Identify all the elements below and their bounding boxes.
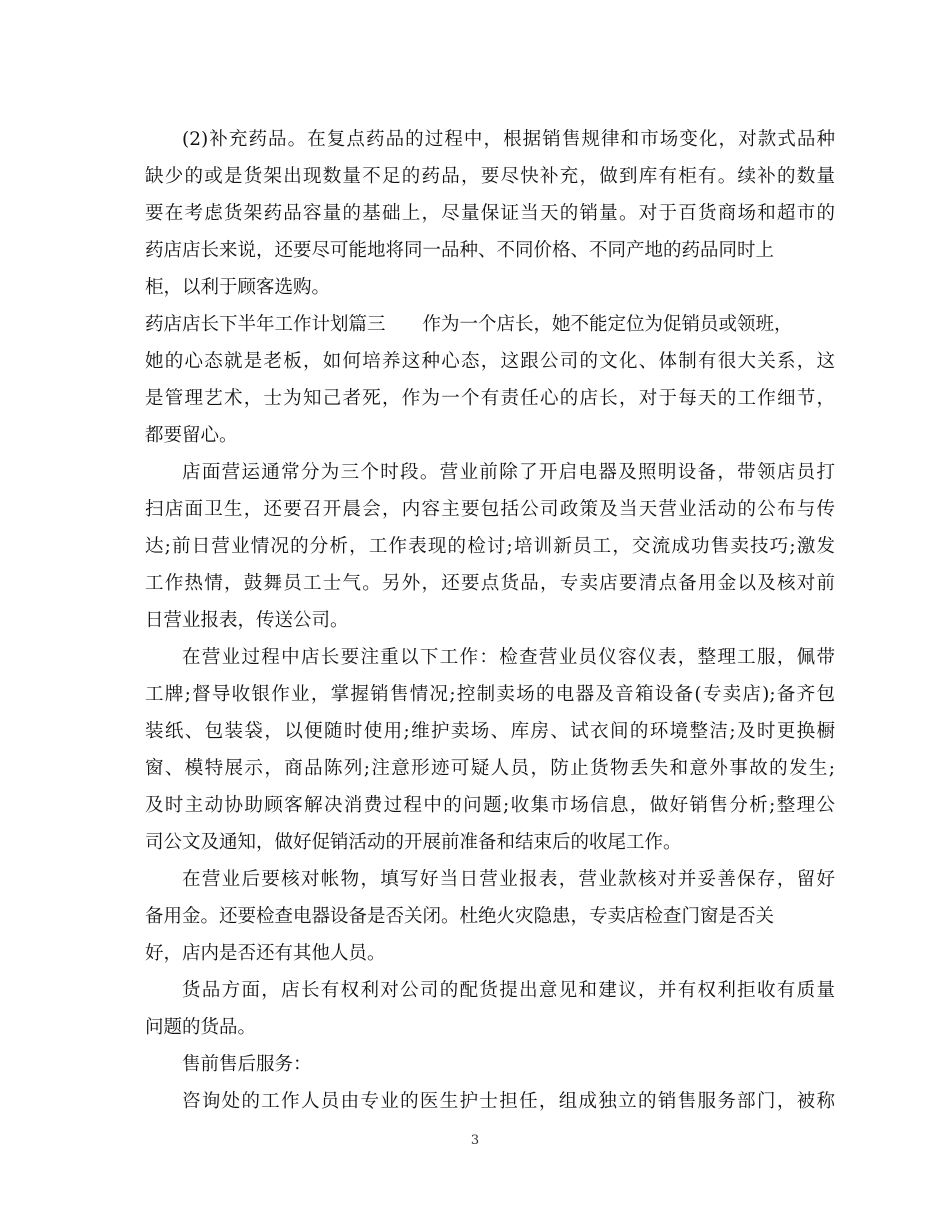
- text-line: 药店店长来说，还要尽可能地将同一品种、不同价格、不同产地的药品同时上: [145, 240, 775, 261]
- text-line: 司公文及通知，做好促销活动的开展前准备和结束后的收尾工作。: [145, 832, 682, 853]
- text-line: 工牌;督导收银作业，掌握销售情况;控制卖场的电器及音箱设备(专卖店);备齐包: [145, 684, 835, 705]
- text-line: (2)补充药品。在复点药品的过程中，根据销售规律和市场变化，对款式品种: [182, 129, 835, 150]
- section-heading-line: [145, 306, 835, 343]
- text-line: 货品方面，店长有权利对公司的配货提出意见和建议，并有权利拒收有质量: [182, 980, 835, 1001]
- text-line: 装纸、包装袋，以便随时使用;维护卖场、库房、试衣间的环境整洁;及时更换橱: [145, 721, 835, 742]
- text-line: 作为一个店长，她不能定位为促销员或领班，: [422, 314, 793, 335]
- text-line: 在营业后要核对帐物，填写好当日营业报表，营业款核对并妥善保存，留好: [182, 869, 835, 890]
- text-line: 咨询处的工作人员由专业的医生护士担任，组成独立的销售服务部门，被称: [182, 1091, 835, 1112]
- text-line: 窗、模特展示，商品陈列;注意形迹可疑人员，防止货物丢失和意外事故的发生;: [145, 758, 835, 779]
- text-line: 要在考虑货架药品容量的基础上，尽量保证当天的销量。对于百货商场和超市的: [145, 203, 835, 224]
- text-line: 店面营运通常分为三个时段。营业前除了开启电器及照明设备，带领店员打: [182, 462, 835, 483]
- text-line: 都要留心。: [145, 425, 238, 446]
- text-line: 是管理艺术，士为知己者死，作为一个有责任心的店长，对于每天的工作细节，: [145, 388, 835, 409]
- text-line: 柜，以利于顾客选购。: [145, 277, 331, 298]
- text-line: 问题的货品。: [145, 1017, 257, 1038]
- text-line: 好，店内是否还有其他人员。: [145, 943, 386, 964]
- text-line: 缺少的或是货架出现数量不足的药品，要尽快补充，做到库有柜有。续补的数量: [145, 166, 835, 187]
- text-line: 日营业报表，传送公司。: [145, 610, 349, 631]
- text-line: 扫店面卫生，还要召开晨会，内容主要包括公司政策及当天营业活动的公布与传: [145, 499, 835, 520]
- text-line: 备用金。还要检查电器设备是否关闭。杜绝火灾隐患，专卖店检查门窗是否关: [145, 906, 775, 927]
- section-heading: 药店店长下半年工作计划篇三: [145, 314, 386, 335]
- text-line: 及时主动协助顾客解决消费过程中的问题;收集市场信息，做好销售分析;整理公: [145, 795, 835, 816]
- text-line: 售前售后服务：: [182, 1054, 312, 1075]
- document-body: [145, 121, 835, 1120]
- text-line: 她的心态就是老板，如何培养这种心态，这跟公司的文化、体制有很大关系，这: [145, 351, 835, 372]
- page-number: 3: [470, 1133, 480, 1148]
- text-line: 工作热情，鼓舞员工士气。另外，还要点货品，专卖店要清点备用金以及核对前: [145, 573, 835, 594]
- text-line: 达;前日营业情况的分析，工作表现的检讨;培训新员工，交流成功售卖技巧;激发: [145, 536, 835, 557]
- text-line: 在营业过程中店长要注重以下工作：检查营业员仪容仪表，整理工服，佩带: [182, 647, 835, 668]
